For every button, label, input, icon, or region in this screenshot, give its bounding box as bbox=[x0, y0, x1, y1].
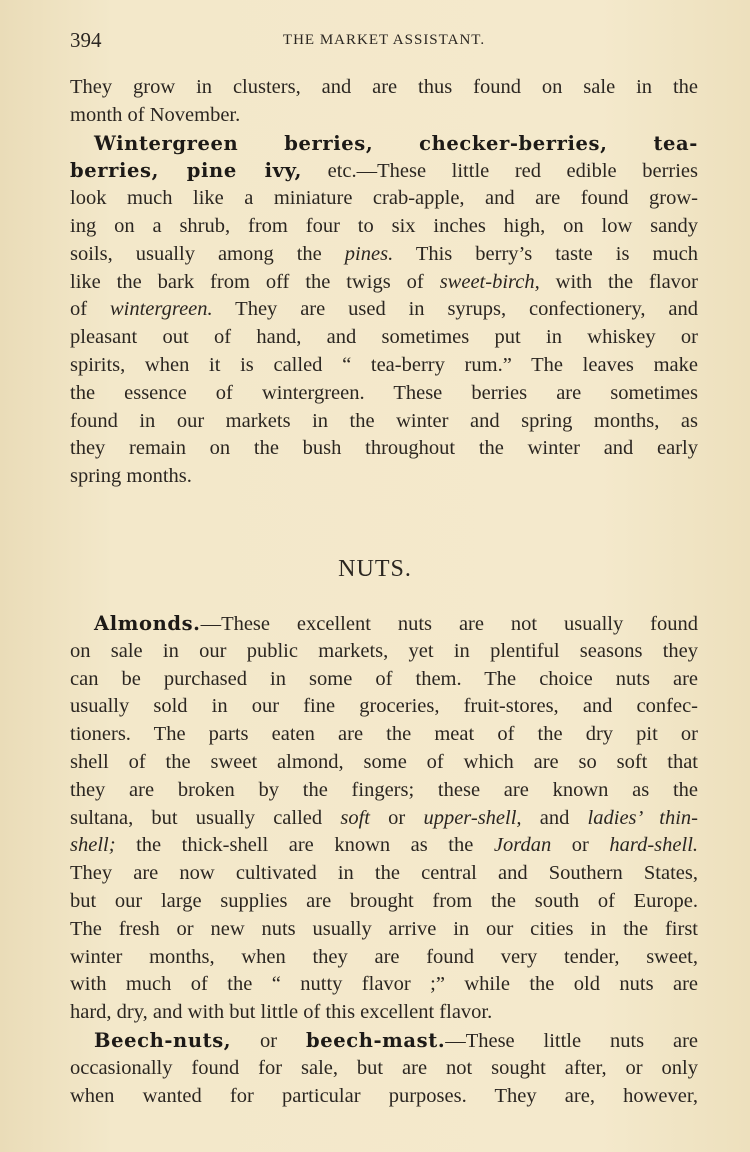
text-line bbox=[70, 296, 698, 324]
text-run: spirits, when it is called “ tea-berry rum.” The leaves make bbox=[70, 353, 698, 376]
text-block-nuts bbox=[70, 610, 698, 1110]
text-run: they are broken by the fingers; these are known as the bbox=[70, 778, 698, 801]
text-run: sultana, but usually called bbox=[70, 806, 341, 829]
text-line bbox=[70, 74, 698, 102]
text-run: or bbox=[551, 834, 610, 857]
text-line bbox=[70, 130, 698, 158]
italic-text: shell; bbox=[70, 834, 116, 857]
text-line bbox=[70, 610, 698, 638]
text-line bbox=[70, 1055, 698, 1083]
text-line bbox=[70, 666, 698, 694]
text-run: with much of the “ nutty flavor ;” while the old nuts are bbox=[70, 973, 698, 996]
italic-text: hard-shell. bbox=[609, 834, 699, 857]
text-line bbox=[70, 860, 698, 888]
text-run: with the flavor bbox=[539, 270, 698, 293]
text-run: on sale in our public markets, yet in plentiful seasons they bbox=[70, 639, 698, 662]
text-run: etc.—These little red edible berries bbox=[302, 160, 698, 183]
text-line bbox=[70, 721, 698, 749]
bold-term: Almonds. bbox=[94, 612, 201, 635]
running-title: THE MARKET ASSISTANT. bbox=[282, 32, 486, 48]
text-line bbox=[70, 324, 698, 352]
text-line bbox=[70, 916, 698, 944]
italic-text: ladies’ thin- bbox=[587, 806, 698, 829]
text-run: They are now cultivated in the central and Southern States, bbox=[70, 862, 698, 885]
text-line bbox=[70, 999, 698, 1027]
text-run: found in our markets in the winter and spring months, as bbox=[70, 409, 698, 432]
italic-text: soft bbox=[340, 806, 370, 829]
text-run: —These little nuts are bbox=[445, 1029, 698, 1052]
text-line bbox=[70, 805, 698, 833]
section-heading: NUTS. bbox=[338, 556, 412, 582]
text-line bbox=[70, 435, 698, 463]
bold-term: Wintergreen berries, checker-berries, tea- bbox=[94, 131, 698, 155]
text-run: can be purchased in some of them. The choice nuts are bbox=[70, 667, 698, 690]
text-line bbox=[70, 241, 698, 269]
text-run: or bbox=[369, 806, 424, 829]
text-line bbox=[70, 102, 698, 130]
text-line bbox=[70, 971, 698, 999]
italic-text: sweet-birch, bbox=[439, 270, 540, 293]
text-run: they remain on the bush throughout the winter and early bbox=[70, 437, 698, 460]
text-line bbox=[70, 269, 698, 297]
text-line bbox=[70, 944, 698, 972]
text-line bbox=[70, 888, 698, 916]
text-run: ing on a shrub, from four to six inches high, on low sandy bbox=[70, 214, 698, 237]
text-run: pleasant out of hand, and sometimes put in whiskey or bbox=[70, 326, 698, 349]
text-run: look much like a miniature crab-apple, and are found grow- bbox=[70, 187, 698, 210]
text-run: They grow in clusters, and are thus found on sale in the bbox=[70, 76, 698, 98]
page-number: 394 bbox=[70, 28, 102, 52]
text-run: like the bark from off the twigs of bbox=[70, 270, 440, 293]
text-run: This berry’s taste is much bbox=[393, 242, 698, 265]
text-run: hard, dry, and with but little of this excellent flavor. bbox=[70, 1001, 493, 1024]
text-line bbox=[70, 693, 698, 721]
italic-text: wintergreen. bbox=[109, 298, 213, 321]
text-run: spring months. bbox=[70, 465, 192, 488]
text-run: soils, usually among the bbox=[70, 242, 345, 265]
text-line bbox=[70, 463, 698, 491]
text-line bbox=[70, 408, 698, 436]
text-run: but our large supplies are brought from the south of Europe. bbox=[70, 889, 698, 912]
text-run: usually sold in our fine groceries, fruit-stores, and confec- bbox=[70, 695, 698, 718]
text-run: occasionally found for sale, but are not sought after, or only bbox=[70, 1056, 698, 1079]
text-run: month of November. bbox=[70, 103, 241, 126]
text-line bbox=[70, 157, 698, 185]
italic-text: Jordan bbox=[493, 834, 552, 857]
bold-term: beech-mast. bbox=[305, 1028, 446, 1052]
text-run: The fresh or new nuts usually arrive in our cities in the first bbox=[70, 917, 698, 940]
text-run: when wanted for particular purposes. They are, however, bbox=[70, 1084, 698, 1107]
page-header bbox=[70, 28, 698, 56]
text-run: or bbox=[231, 1029, 306, 1052]
text-run: They are used in syrups, confectionery, and bbox=[212, 298, 698, 321]
text-run: and bbox=[521, 806, 588, 829]
text-line bbox=[70, 1027, 698, 1055]
text-run: winter months, when they are found very tender, sweet, bbox=[70, 945, 698, 968]
text-run: tioners. The parts eaten are the meat of the dry pit or bbox=[70, 723, 698, 746]
text-line bbox=[70, 352, 698, 380]
text-line bbox=[70, 749, 698, 777]
text-line bbox=[70, 380, 698, 408]
bold-term: berries, pine ivy, bbox=[70, 159, 303, 183]
text-run: shell of the sweet almond, some of which are so soft that bbox=[70, 750, 698, 773]
text-line bbox=[70, 1083, 698, 1111]
italic-text: upper-shell, bbox=[423, 806, 522, 829]
text-line bbox=[70, 777, 698, 805]
text-block-wintergreen bbox=[70, 74, 698, 491]
text-run: of bbox=[70, 298, 110, 321]
text-line bbox=[70, 832, 698, 860]
text-run: the thick-shell are known as the bbox=[115, 834, 494, 857]
text-run: the essence of wintergreen. These berries are sometimes bbox=[70, 381, 698, 404]
text-line bbox=[70, 638, 698, 666]
text-run: —These excellent nuts are not usually found bbox=[200, 613, 698, 635]
text-line bbox=[70, 213, 698, 241]
bold-term: Beech-nuts, bbox=[94, 1028, 232, 1052]
italic-text: pines. bbox=[344, 242, 394, 265]
text-line bbox=[70, 185, 698, 213]
